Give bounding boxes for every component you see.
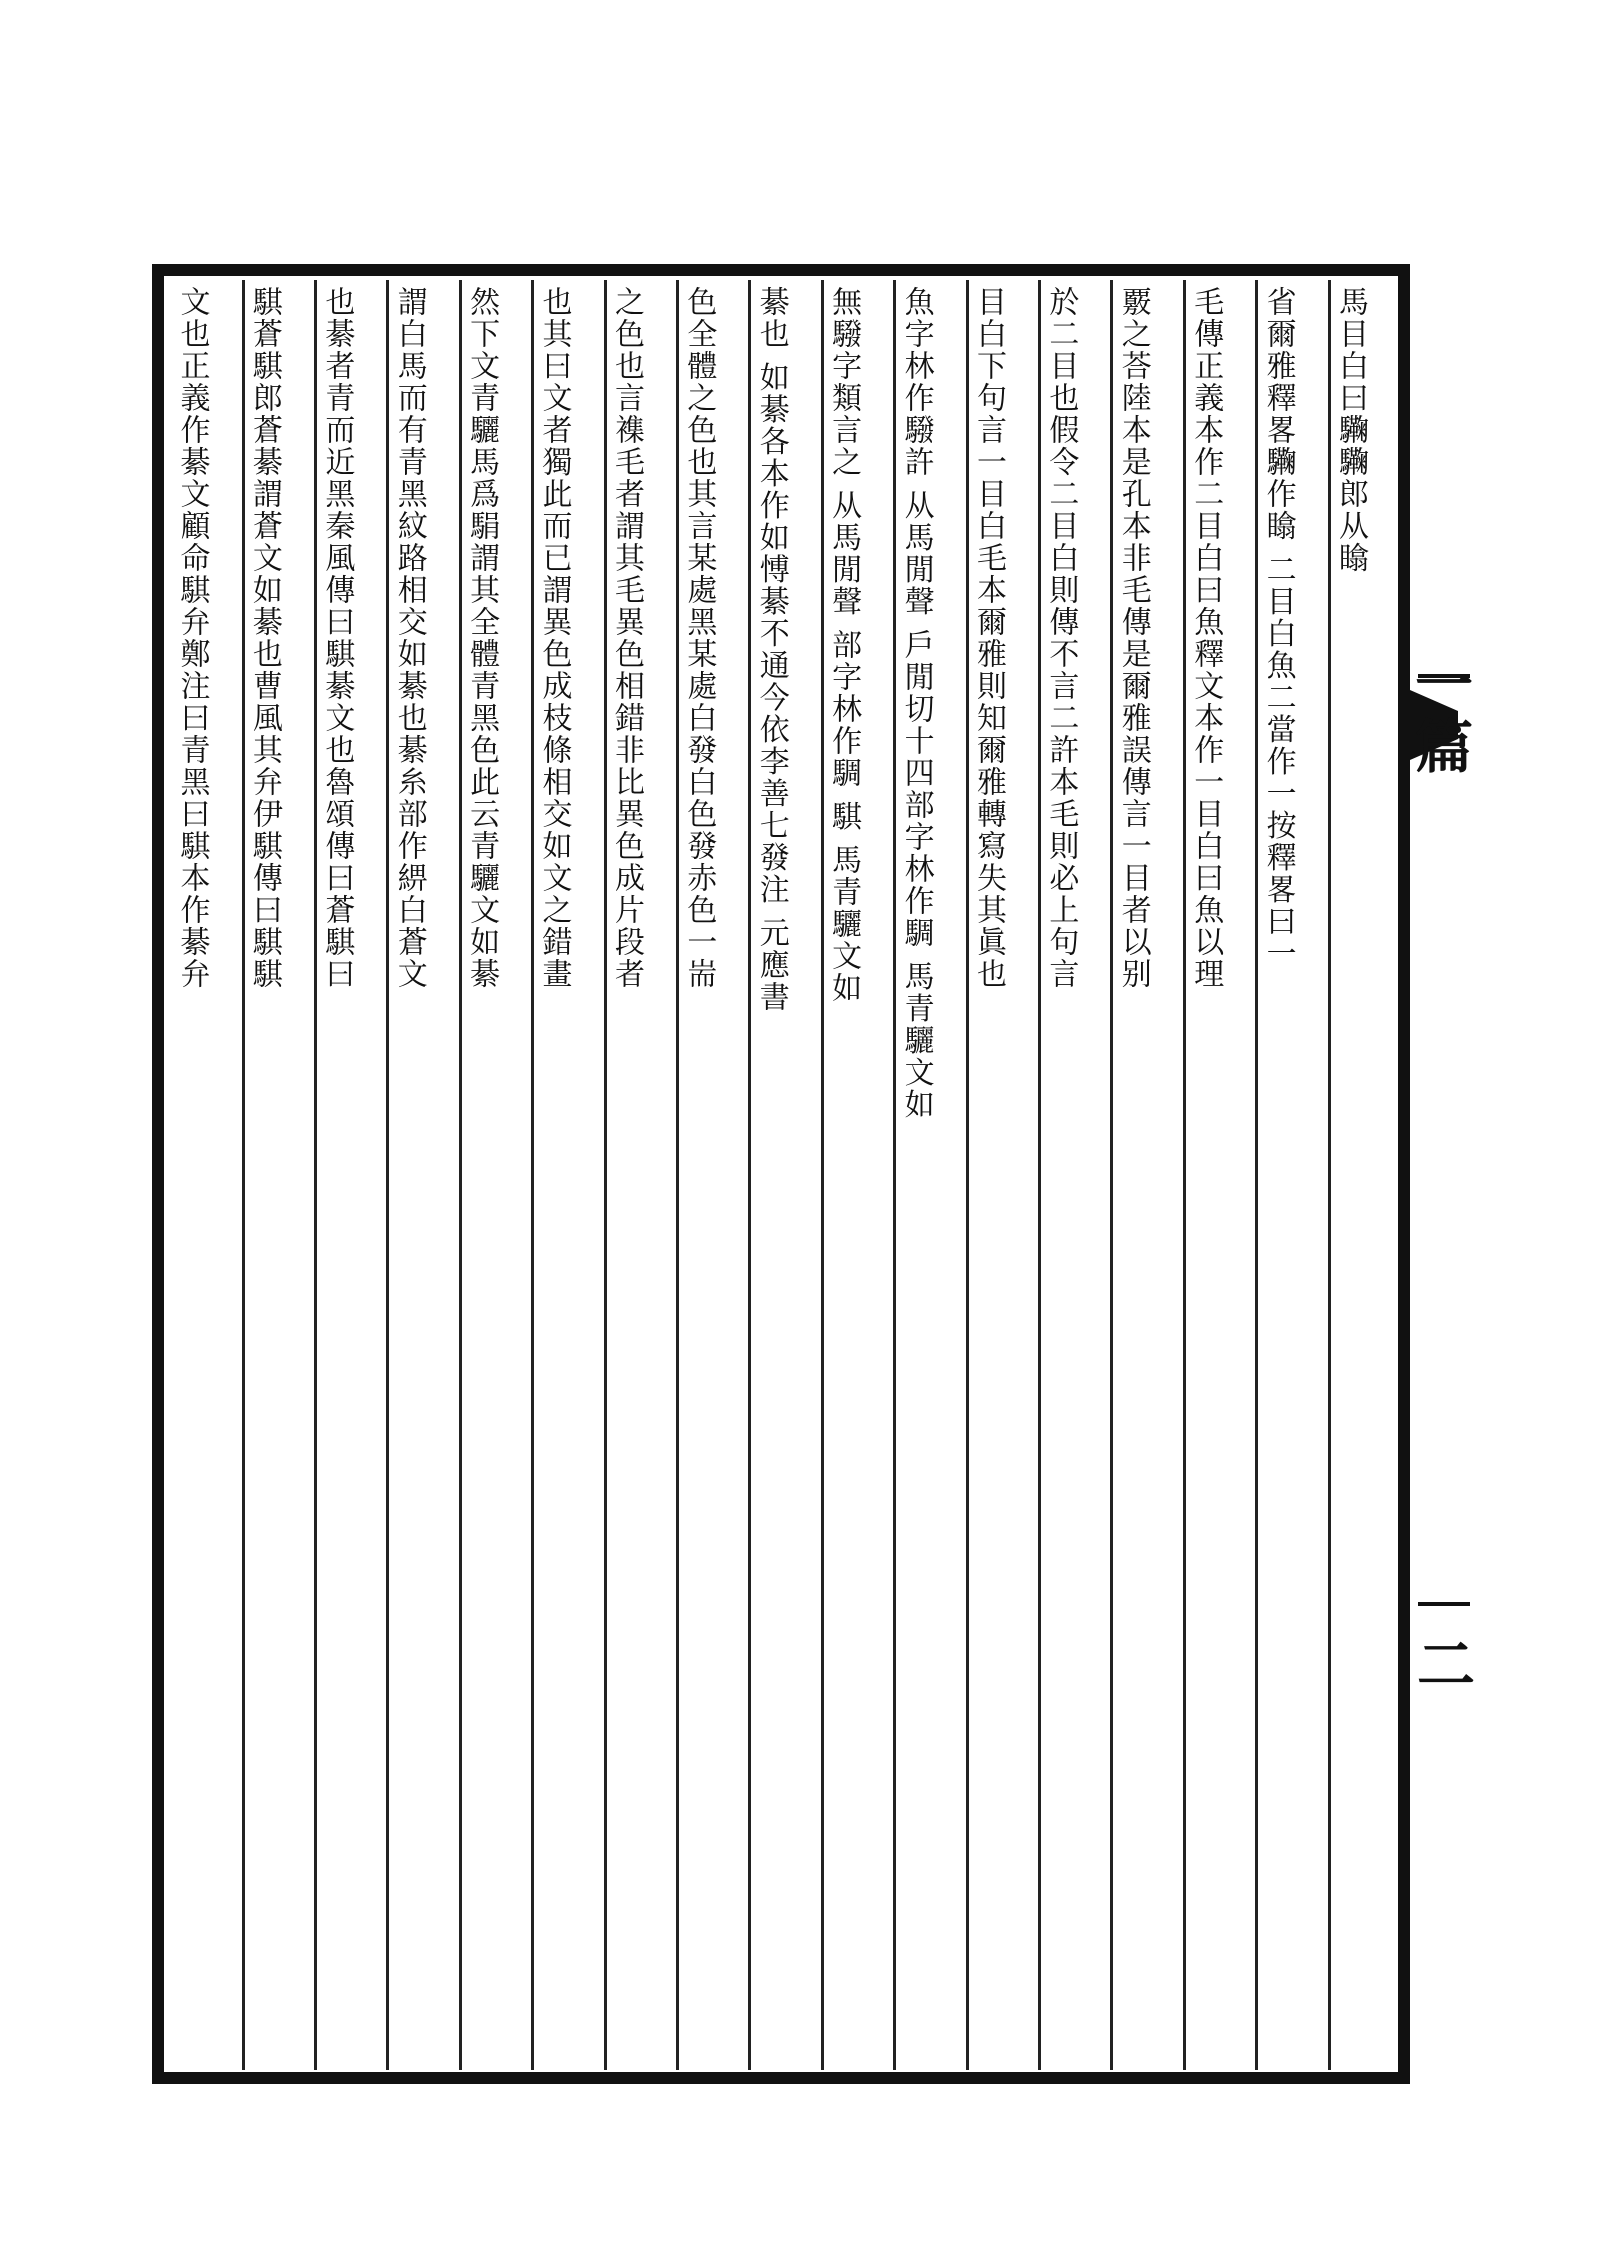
text-column xyxy=(893,280,965,2070)
column-text: 也綦者青而近黑秦風傳曰騏綦文也魯頌傳曰蒼騏曰 xyxy=(319,286,355,990)
fore-edge-strip xyxy=(1405,264,1475,2084)
column-text: 無驋字類言之 从馬閒聲 部字林作騆 騏 馬青驪文如 xyxy=(826,286,862,1005)
column-text: 魚字林作驋許 从馬閒聲 戶閒切十四部字林作騆 馬青驪文如 xyxy=(898,286,934,1121)
column-text: 色全體之色也其言某處黑某處白發白色發赤色一耑 xyxy=(681,286,717,990)
text-column xyxy=(459,280,531,2070)
text-column xyxy=(386,280,458,2070)
text-column xyxy=(604,280,676,2070)
column-text: 馬目白曰驧驧郎从䁯 xyxy=(1333,286,1368,574)
text-column xyxy=(1255,280,1327,2070)
text-columns xyxy=(170,280,1400,2070)
text-column xyxy=(531,280,603,2070)
fore-edge-page-number: 二 xyxy=(1407,1634,1475,1692)
column-text: 目白下句言一目白毛本爾雅則知爾雅轉寫失其眞也 xyxy=(970,286,1006,990)
column-text: 綦也 如綦各本作如愽綦不通今依李善七發注 元應書 xyxy=(753,286,789,1014)
text-column xyxy=(748,280,820,2070)
text-column xyxy=(676,280,748,2070)
column-text: 文也正義作綦文顧命騏弁鄭注曰青黑曰騏本作綦弁 xyxy=(174,286,210,990)
column-text: 毛傳正義本作二目白曰魚釋文本作一目白曰魚以理 xyxy=(1188,286,1224,990)
column-text: 於二目也假令二目白則傳不言二許本毛則必上句言 xyxy=(1043,286,1079,990)
text-column xyxy=(1038,280,1110,2070)
text-column xyxy=(314,280,386,2070)
column-text: 也其曰文者獨此而已謂異色成枝條相交如文之錯畫 xyxy=(536,286,572,990)
column-text: 覈之荅陸本是孔本非毛傳是爾雅誤傳言一目者以别 xyxy=(1115,286,1151,990)
text-column xyxy=(1183,280,1255,2070)
text-column xyxy=(1110,280,1182,2070)
text-column xyxy=(242,280,314,2070)
column-text: 謂白馬而有青黑紋路相交如綦也綦糸部作綥白蒼文 xyxy=(391,286,427,990)
text-column xyxy=(821,280,893,2070)
column-text: 然下文青驪馬爲駽謂其全體青黑色此云青驪文如綦 xyxy=(464,286,500,990)
column-text: 省爾雅釋畧驧作䁯 二目白魚二當作一按釋畧曰一 xyxy=(1260,286,1296,970)
text-column xyxy=(170,280,242,2070)
column-text: 之色也言襍毛者謂其毛異色相錯非比異色成片段者 xyxy=(608,286,644,990)
text-column xyxy=(1328,280,1400,2070)
text-column xyxy=(966,280,1038,2070)
fore-edge-label: 一篇 xyxy=(1405,654,1473,778)
column-text: 騏蒼騏郎蒼綦謂蒼文如綦也曹風其弁伊騏傳曰騏騏 xyxy=(246,286,282,990)
